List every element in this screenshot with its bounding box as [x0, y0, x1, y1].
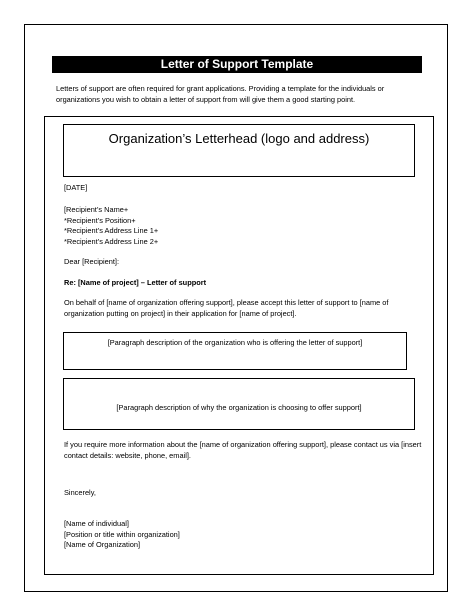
closing: Sincerely, [64, 488, 96, 497]
recipient-address-line-2: *Recipient’s Address Line 2+ [64, 236, 159, 246]
date-placeholder: [DATE] [64, 183, 88, 192]
recipient-position: *Recipient’s Position+ [64, 215, 136, 225]
contact-paragraph: If you require more information about the [name of organization offering support], please contact us via [insert contact details: website, phone, email]. [64, 440, 422, 460]
signature-name: [Name of individual] [64, 519, 129, 528]
body-paragraph: On behalf of [name of organization offering support], please accept this letter of support to [name of organization putting on project] in their application for [name of project]. [64, 298, 389, 318]
salutation: Dear [Recipient]: [64, 257, 120, 266]
signature-title: [Position or title within organization] [64, 529, 180, 539]
subject-line: Re: [Name of project] – Letter of support [64, 278, 207, 287]
letterhead-placeholder: Organization’s Letterhead (logo and address) [63, 124, 415, 177]
signature-organization: [Name of Organization] [64, 540, 140, 549]
paragraph-placeholder-support-org: [Paragraph description of the organization who is offering the letter of support] [63, 332, 407, 370]
document-title: Letter of Support Template [52, 56, 422, 73]
intro-text: Letters of support are often required for grant applications. Providing a template for the individuals or organizations you wish to obtain a letter of support from will give them a good starting point. [56, 84, 385, 104]
recipient-name: [Recipient’s Name+ [64, 205, 129, 214]
paragraph-placeholder-reason: [Paragraph description of why the organization is choosing to offer support] [63, 378, 415, 430]
recipient-address-line-1: *Recipient’s Address Line 1+ [64, 226, 159, 235]
